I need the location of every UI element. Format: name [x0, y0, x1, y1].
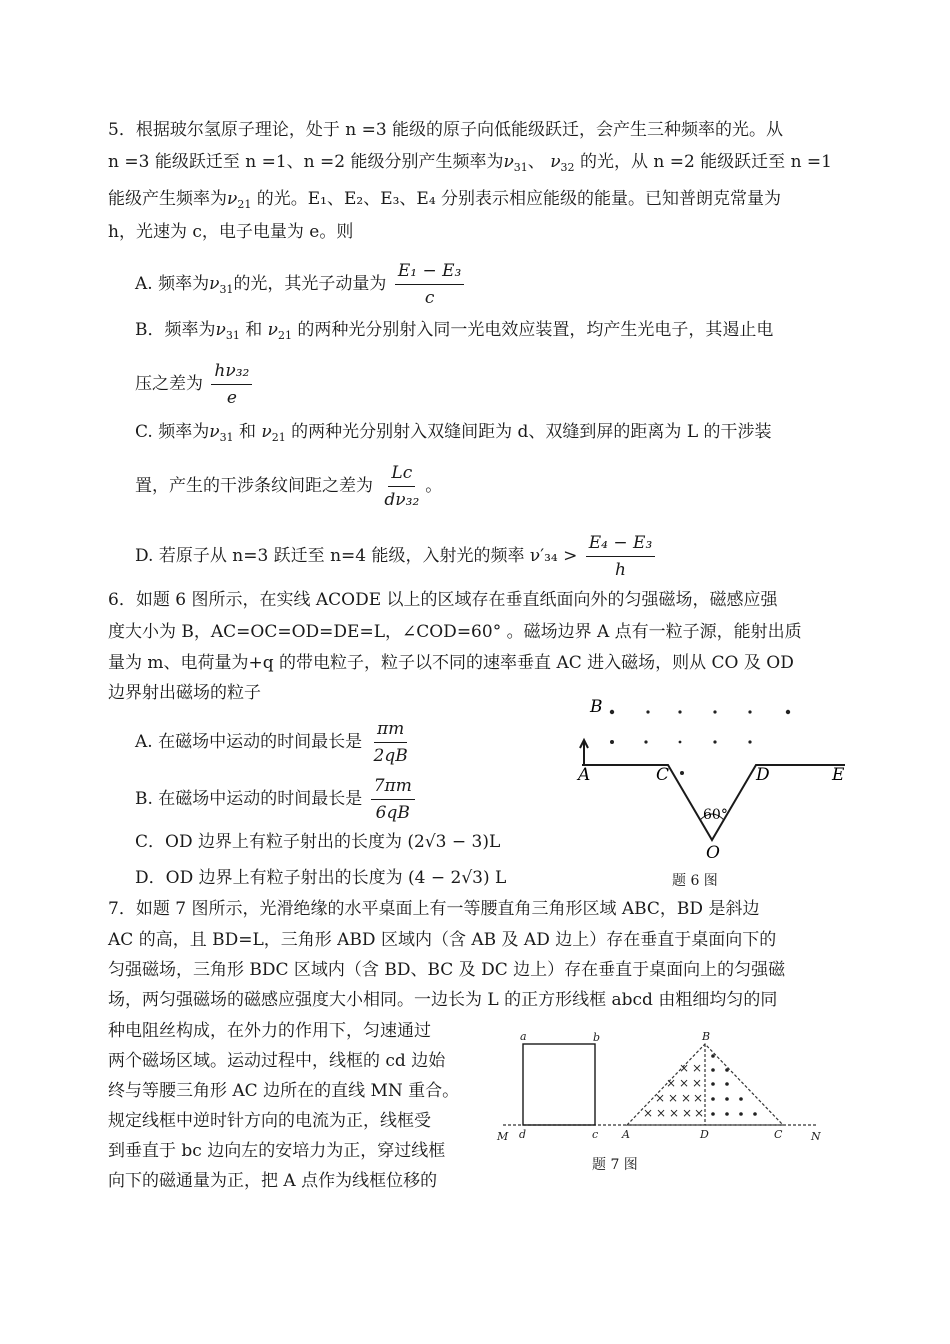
q5-line-1: 5．根据玻尔氢原子理论，处于 n =3 能级的原子向低能级跃迁，会产生三种频率的光。从	[108, 120, 784, 140]
fig7-crosses	[643, 1061, 704, 1120]
field-dot	[748, 740, 751, 743]
q5-b-fraction: $\frac{\text{hν₃₂}}{e}$	[211, 360, 252, 409]
q7-line-2: AC 的高，且 BD=L，三角形 ABD 区域内（含 AB 及 AD 边上）存在垂直于桌面向下的	[108, 930, 777, 950]
q5-option-b-line-2: 压之差为 $\frac{\text{hν₃₂}}{e}$	[135, 360, 255, 409]
cross-mark: ×	[694, 1106, 705, 1120]
fig7-label-d-corner: d	[519, 1128, 527, 1141]
cross-mark: ×	[692, 1076, 703, 1090]
field-dot	[753, 1112, 757, 1116]
figure-6-diagram	[570, 690, 860, 865]
cross-mark: ×	[693, 1091, 704, 1105]
figure-7-caption: 题 7 图	[592, 1157, 638, 1173]
cross-mark: ×	[679, 1061, 690, 1075]
field-dot	[711, 1097, 715, 1101]
fig6-angle-label: 60°	[703, 807, 728, 823]
field-dot	[711, 1082, 715, 1086]
field-dot	[725, 1112, 729, 1116]
q5-a-fraction: $\frac{\text{E₁ − E₃}}{c}$	[395, 260, 465, 309]
fig7-label-c-vertex: C	[774, 1128, 783, 1141]
fig6-label-c: C	[656, 765, 670, 785]
q7-line-6: 两个磁场区域。运动过程中，线框的 cd 边始	[108, 1051, 446, 1071]
figure-6-caption: 题 6 图	[672, 873, 718, 889]
field-dot	[739, 1112, 743, 1116]
cross-mark: ×	[679, 1076, 690, 1090]
field-dot	[610, 740, 614, 744]
field-dot	[679, 741, 682, 744]
q6-line-3: 量为 m、电荷量为+q 的带电粒子，粒子以不同的速率垂直 AC 进入磁场，则从 CO 及 OD	[108, 653, 794, 673]
q6-option-c: C．OD 边界上有粒子射出的长度为 (2√3 − 3)L	[135, 832, 501, 852]
fig7-label-b-corner: b	[593, 1031, 601, 1044]
q7-line-3: 匀强磁场，三角形 BDC 区域内（含 BD、BC 及 DC 边上）存在垂直于桌面向上的匀强磁	[108, 960, 786, 980]
q6-option-b: B. 在磁场中运动的时间最长是 $\frac{7\pi m}{6qB}$	[135, 775, 418, 824]
field-dot	[713, 740, 716, 743]
q6-option-a: A. 在磁场中运动的时间最长是 $\frac{\pi m}{2qB}$	[135, 718, 414, 767]
q5-d-fraction: $\frac{\text{E₄ − E₃}}{h}$	[586, 532, 656, 581]
field-dot	[711, 1054, 715, 1058]
q5-option-d: D. 若原子从 n=3 跃迁至 n=4 能级，入射光的频率 ν′₃₄ > $\frac{\text{E₄ − E₃}}{h}$	[135, 532, 658, 581]
cross-mark: ×	[681, 1091, 692, 1105]
fig7-label-c-corner: c	[592, 1128, 599, 1141]
fig6-label-o: O	[706, 843, 720, 863]
fig7-label-a-corner: a	[520, 1030, 527, 1043]
field-dot	[739, 1097, 743, 1101]
fig6-label-e: E	[832, 765, 845, 785]
field-dot	[725, 1082, 729, 1086]
field-dot	[713, 710, 716, 713]
q7-line-8: 规定线框中逆时针方向的电流为正，线框受	[108, 1111, 431, 1131]
fig7-label-m: M	[497, 1130, 509, 1143]
field-dot	[678, 710, 681, 713]
cross-mark: ×	[655, 1091, 666, 1105]
fig7-square-frame-abcd	[523, 1044, 595, 1125]
q5-option-a: A. 频率为$\nu_{31}$的光，其光子动量为 $\frac{\text{E₁ − E₃}}{c}$	[135, 260, 467, 309]
fig7-label-b-vertex: B	[702, 1030, 711, 1043]
q5-option-b-line-1: B．频率为$\nu_{31}$ 和 $\nu_{21}$ 的两种光分别射入同一光电效应装置，均产生光电子，其遏止电	[135, 320, 774, 342]
fig7-label-n: N	[811, 1130, 821, 1143]
q7-line-10: 向下的磁通量为正，把 A 点作为线框位移的	[108, 1171, 438, 1191]
cross-mark: ×	[668, 1091, 679, 1105]
cross-mark: ×	[692, 1061, 703, 1075]
q5-option-c-line-1: C. 频率为$\nu_{31}$ 和 $\nu_{21}$ 的两种光分别射入双缝间距为 d、双缝到屏的距离为 L 的干涉装	[135, 422, 772, 444]
cross-mark: ×	[643, 1106, 654, 1120]
q5-line-4: h，光速为 c，电子电量为 e。则	[108, 222, 354, 242]
q7-line-4: 场，两匀强磁场的磁感应强度大小相同。一边长为 L 的正方形线框 abcd 由粗细均匀的同	[108, 990, 778, 1010]
figure-7-diagram	[495, 1028, 840, 1148]
field-dot	[711, 1068, 715, 1072]
cross-mark: ×	[682, 1106, 693, 1120]
field-dot	[725, 1068, 729, 1072]
field-dot	[644, 740, 647, 743]
cross-mark: ×	[666, 1076, 677, 1090]
field-dot	[680, 771, 684, 775]
q6-a-fraction: $\frac{\pi m}{2qB}$	[373, 719, 408, 766]
cross-mark: ×	[669, 1106, 680, 1120]
cross-mark: ×	[656, 1106, 667, 1120]
q7-line-9: 到垂直于 bc 边向左的安培力为正，穿过线框	[108, 1141, 446, 1161]
q5-c-fraction: $\frac{Lc}{\text{dν₃₂}}$	[384, 463, 420, 510]
field-dot	[610, 710, 614, 714]
q5-line-3: 能级产生频率为$\nu_{21}$ 的光。E₁、E₂、E₃、E₄ 分别表示相应能级的能量。已知普朗克常量为	[108, 189, 782, 211]
fig7-label-d-vertex: D	[700, 1128, 709, 1141]
q6-line-4: 边界射出磁场的粒子	[108, 683, 261, 703]
fig6-boundary-acode	[580, 740, 845, 840]
field-dot	[748, 710, 751, 713]
q7-line-7: 终与等腰三角形 AC 边所在的直线 MN 重合。	[108, 1081, 460, 1101]
q6-line-1: 6．如题 6 图所示，在实线 ACODE 以上的区域存在垂直纸面向外的匀强磁场，磁感应强	[108, 590, 778, 610]
fig6-label-d: D	[756, 765, 770, 785]
q6-line-2: 度大小为 B，AC=OC=OD=DE=L，∠COD=60° 。磁场边界 A 点有一粒子源，能射出质	[108, 622, 802, 642]
fig6-label-b: B	[590, 697, 603, 717]
field-dot	[711, 1112, 715, 1116]
q7-line-1: 7．如题 7 图所示，光滑绝缘的水平桌面上有一等腰直角三角形区域 ABC，BD 是斜边	[108, 899, 760, 919]
field-dot	[725, 1097, 729, 1101]
field-dot	[786, 710, 790, 714]
q5-option-c-line-2: 置，产生的干涉条纹间距之差为 $\frac{Lc}{\text{dν₃₂}}$ 。	[135, 463, 443, 510]
fig7-dots	[711, 1054, 757, 1116]
q6-b-fraction: $\frac{7\pi m}{6qB}$	[371, 775, 415, 824]
fig7-label-a-vertex: A	[622, 1128, 630, 1141]
q6-option-d: D．OD 边界上有粒子射出的长度为 (4 − 2√3) L	[135, 868, 507, 888]
fig6-label-a: A	[578, 765, 591, 785]
q5-line-2: n =3 能级跃迁至 n =1、n =2 能级分别产生频率为$\nu_{31}$、 $\nu_{32}$ 的光，从 n =2 能级跃迁至 n =1	[108, 152, 832, 174]
q7-line-5: 种电阻丝构成，在外力的作用下，匀速通过	[108, 1021, 431, 1041]
field-dot	[646, 710, 649, 713]
